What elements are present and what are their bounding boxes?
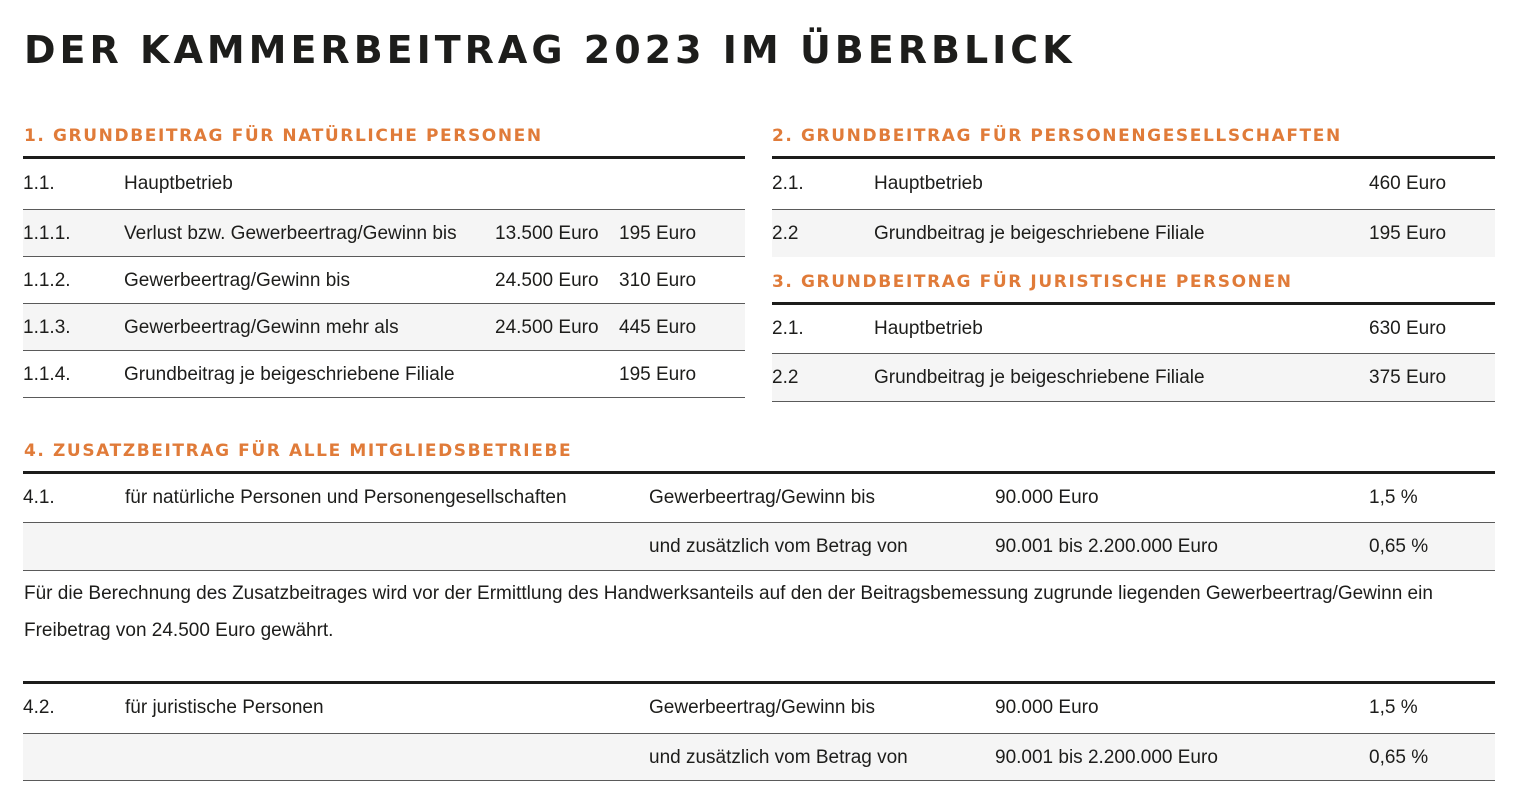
section-2-table [772,159,1495,257]
table-row [23,523,1495,571]
row-threshold: 24.500 Euro [495,270,599,291]
footnote: Für die Berechnung des Zusatzbeitrages wird vor der Ermittlung des Handwerksanteils auf den der Beitragsbemessung zugrunde liegenden Gewerbeertrag/Gewinn ein Freibetrag von 24.500 Euro gewährt. [24,583,1433,641]
row-label: Gewerbeertrag/Gewinn mehr als [124,317,399,338]
row-amount: 310 Euro [619,270,697,291]
row-label: Hauptbetrieb [874,173,983,194]
row-range: 90.000 Euro [995,487,1099,508]
row-label: Verlust bzw. Gewerbeertrag/Gewinn bis [124,223,457,244]
row-number: 4.1. [23,487,55,508]
table-row [23,304,745,351]
table-row [772,210,1495,257]
table-row [23,351,745,398]
row-amount: 445 Euro [619,317,697,338]
row-rate: 1,5 % [1369,697,1418,718]
row-basis: und zusätzlich vom Betrag von [649,536,908,557]
table-row [23,734,1495,781]
row-label: für natürliche Personen und Personengesellschaften [125,487,567,508]
row-number: 1.1.3. [23,317,71,338]
section-3-heading: 3. GRUNDBEITRAG FÜR JURISTISCHE PERSONEN [772,272,1293,292]
row-rate: 0,65 % [1369,536,1429,557]
table-row [23,684,1495,734]
row-label: Grundbeitrag je beigeschriebene Filiale [124,364,455,385]
table-row [23,257,745,304]
row-amount: 375 Euro [1369,367,1447,388]
table-row [772,305,1495,354]
row-number: 2.2 [772,223,799,244]
table-row [23,159,745,210]
row-rate: 1,5 % [1369,487,1418,508]
section-1-table [23,159,745,398]
row-basis: und zusätzlich vom Betrag von [649,747,908,768]
row-number: 1.1. [23,173,55,194]
row-amount: 195 Euro [619,223,697,244]
row-amount: 195 Euro [1369,223,1447,244]
row-label: Hauptbetrieb [874,318,983,339]
section-2-heading: 2. GRUNDBEITRAG FÜR PERSONENGESELLSCHAFTEN [772,126,1342,146]
row-number: 4.2. [23,697,55,718]
table-row [772,159,1495,210]
row-amount: 460 Euro [1369,173,1447,194]
section-1-heading: 1. GRUNDBEITRAG FÜR NATÜRLICHE PERSONEN [24,126,543,146]
row-label: Grundbeitrag je beigeschriebene Filiale [874,223,1205,244]
row-number: 1.1.2. [23,270,71,291]
row-number: 2.1. [772,173,804,194]
table-row [23,210,745,257]
section-4-table-2 [23,684,1495,781]
row-rate: 0,65 % [1369,747,1429,768]
section-4-heading: 4. ZUSATZBEITRAG FÜR ALLE MITGLIEDSBETRIEBE [24,441,573,461]
row-number: 1.1.4. [23,364,71,385]
row-number: 2.1. [772,318,804,339]
row-number: 2.2 [772,367,799,388]
table-row [23,474,1495,523]
row-label: Grundbeitrag je beigeschriebene Filiale [874,367,1205,388]
row-amount: 630 Euro [1369,318,1447,339]
row-range: 90.000 Euro [995,697,1099,718]
row-label: für juristische Personen [125,697,324,718]
row-number: 1.1.1. [23,223,71,244]
row-range: 90.001 bis 2.200.000 Euro [995,747,1218,768]
table-row [772,354,1495,402]
row-amount: 195 Euro [619,364,697,385]
row-basis: Gewerbeertrag/Gewinn bis [649,697,875,718]
section-4-table-1 [23,474,1495,571]
row-threshold: 13.500 Euro [495,223,599,244]
section-3-table [772,305,1495,402]
row-label: Hauptbetrieb [124,173,233,194]
row-label: Gewerbeertrag/Gewinn bis [124,270,350,291]
row-range: 90.001 bis 2.200.000 Euro [995,536,1218,557]
row-threshold: 24.500 Euro [495,317,599,338]
row-basis: Gewerbeertrag/Gewinn bis [649,487,875,508]
page-title: DER KAMMERBEITRAG 2023 IM ÜBERBLICK [24,28,1076,72]
